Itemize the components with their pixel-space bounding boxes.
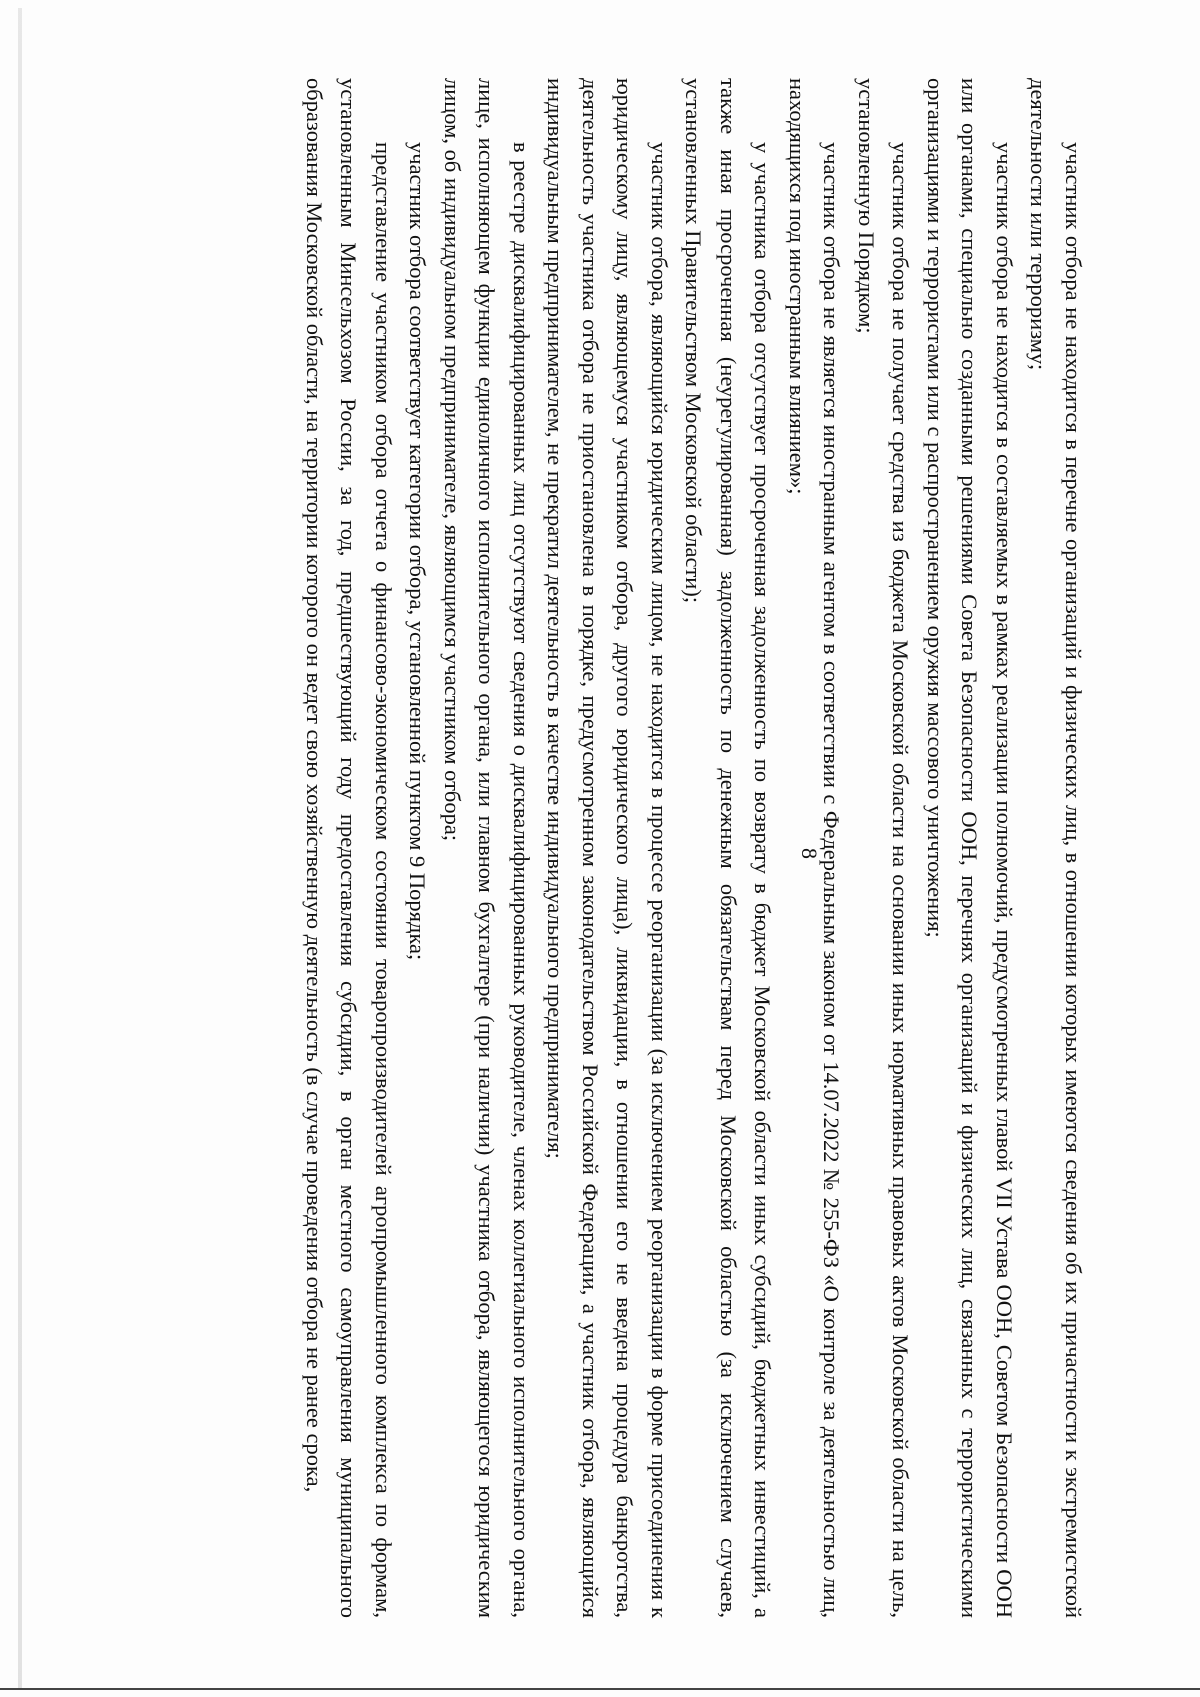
paragraph-8: участник отбора соответствует категории отбора, установленной пунктом 9 Порядка; bbox=[405, 142, 431, 961]
paragraph-7: в реестре дисквалифицированных лиц отсутствуют сведения о дисквалифицированных руководителе, членах коллегиального исполнительного органа, лице, исполняющем функции единоличного исполнительного органа, или главном бухгалтере (при наличии) участника отбора, являющегося юридическим лицом, об индивидуальном предпринимателе, являющимся участником отбора; bbox=[440, 78, 534, 1618]
paragraph-6: участник отбора, являющийся юридическим лицом, не находится в процессе реорганизации (за исключением реорганизации в форме присоединения к юридическому лицу, являющемуся участником отбора, другого юридического лица), ликвидации, в отношении его не введена процедура банкротства, деятельность участника отбора не приостановлена в порядке, предусмотренном законодательством Российской Федерации, а участник отбора, являющийся индивидуальным предпринимателем, не прекратил деятельность в качестве индивидуального предпринимателя; bbox=[543, 78, 672, 1618]
paragraph-5: у участника отбора отсутствует просроченная задолженность по возврату в бюджет Московской области иных субсидий, бюджетных инвестиций, а также иная просроченная (неурегулированная) задолженность по денежным обязательствам перед Московской областью (за исключением случаев, установленных Правительством Московской области); bbox=[681, 78, 776, 1618]
paragraph-4: участник отбора не является иностранным агентом в соответствии с Федеральным законом от 14.07.2022 № 255-ФЗ «О контроле за деятельностью лиц, находящихся под иностранным влиянием»; bbox=[785, 78, 845, 1618]
document-body bbox=[297, 78, 1091, 1618]
paragraph-1: участник отбора не находится в перечне организаций и физических лиц, в отношении которых имеются сведения об их причастности к экстремистской деятельности или терроризму; bbox=[1026, 78, 1086, 1618]
paragraph-9: представление участником отбора отчета о финансово-экономическом состоянии товаропроизводителей агропромышленного комплекса по формам, установленным Минсельхозом России, за год, предшествующий году предоставления субсидии, в орган местного самоуправления муниципального образования Московской области, на территории которого он ведет свою хозяйственную деятельность (в случае проведения отбора не ранее срока, bbox=[302, 78, 396, 1618]
scan-edge bbox=[18, 8, 22, 1688]
page-number: 8 bbox=[797, 848, 822, 859]
bottom-rule bbox=[0, 1688, 1200, 1690]
paragraph-2: участник отбора не находится в составляемых в рамках реализации полномочий, предусмотренных главой VII Устава ООН, Советом Безопасности ООН или органами, специально созданными решениями Совета Безопасности ООН, перечнях организаций и физических лиц, связанных с террористическими организациями и террористами или с распространением оружия массового уничтожения; bbox=[923, 78, 1017, 1618]
paragraph-3: участник отбора не получает средства из бюджета Московской области на основании иных нормативных правовых актов Московской области на цель, установленную Порядком; bbox=[854, 78, 914, 1618]
rotated-text-block bbox=[150, 78, 1090, 1618]
